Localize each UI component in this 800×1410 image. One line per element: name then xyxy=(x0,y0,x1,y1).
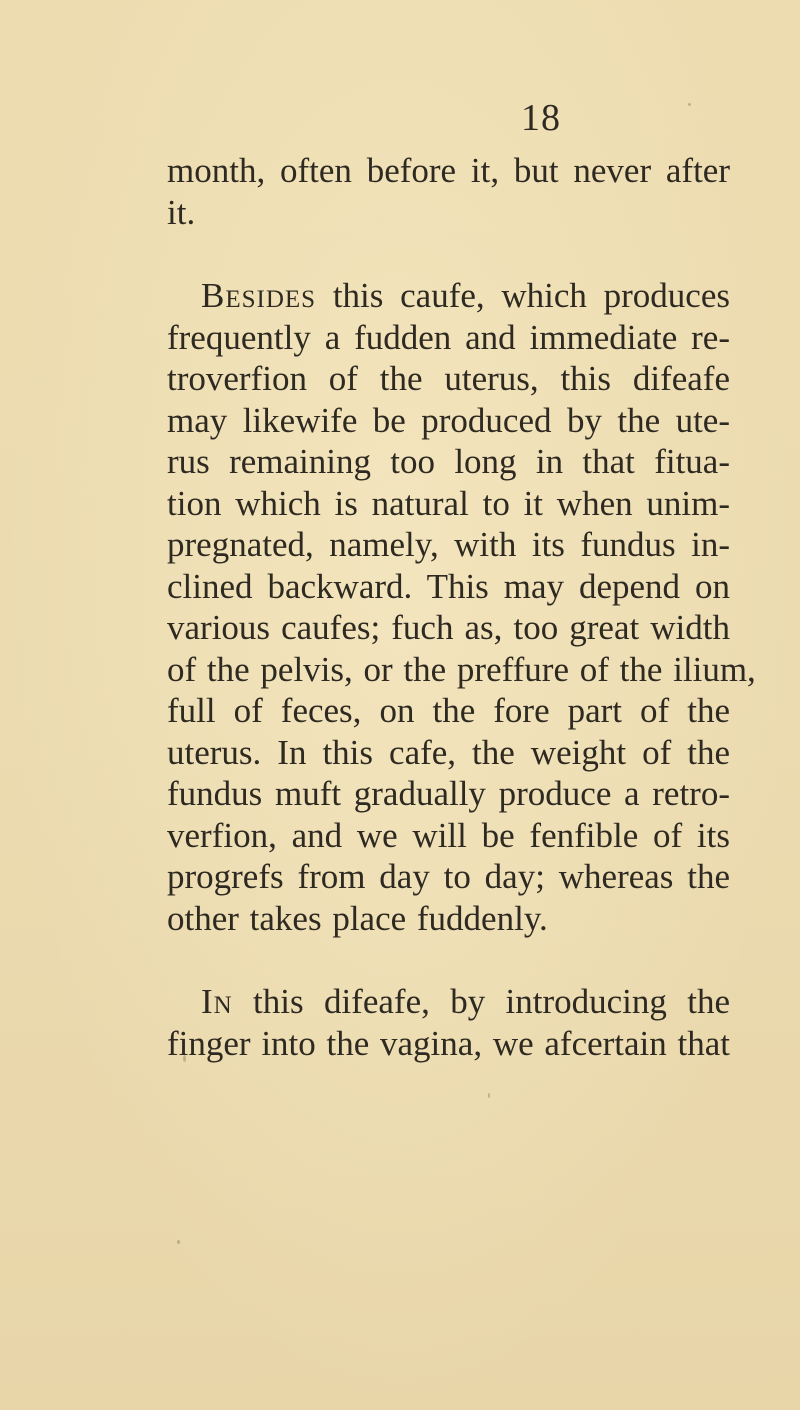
line-rest: this difeafe, by introducing the xyxy=(232,982,730,1021)
paragraph-3 xyxy=(167,981,787,1064)
small-caps-lead: In xyxy=(201,982,233,1021)
line-rest: this caufe, which produces xyxy=(316,276,730,315)
text-line: progrefs from day to day; whereas the xyxy=(167,857,730,896)
text-line: frequently a fudden and immediate re- xyxy=(167,317,730,357)
text-line-first xyxy=(167,981,730,1023)
paper-speck xyxy=(177,1240,180,1244)
text-line: various caufes; fuch as, too great width xyxy=(167,608,730,647)
text-line: may likewife be produced by the ute- xyxy=(167,400,730,440)
page-number: 18 xyxy=(521,97,561,139)
text-line: month, often before it, but never after xyxy=(167,151,730,190)
paper-speck xyxy=(488,1093,490,1098)
small-caps-lead: Besides xyxy=(201,276,317,315)
text-line: it. xyxy=(167,192,196,232)
text-line: finger into the vagina, we afcertain that xyxy=(167,1023,731,1063)
paper-speck xyxy=(183,1055,186,1062)
text-line: uterus. In this cafe, the weight of the xyxy=(167,732,730,772)
text-line: of the pelvis, or the preffure of the ilium, xyxy=(167,649,756,689)
text-line: clined backward. This may depend on xyxy=(167,566,730,606)
paragraph-1 xyxy=(167,150,787,233)
paragraph-spacer xyxy=(167,939,787,981)
text-line: fundus muft gradually produce a retro- xyxy=(167,774,730,813)
paragraph-spacer xyxy=(167,233,787,275)
text-line: other takes place fuddenly. xyxy=(167,898,548,938)
text-line: pregnated, namely, with its fundus in- xyxy=(167,525,730,564)
text-line: rus remaining too long in that fitua- xyxy=(167,442,730,481)
text-line: tion which is natural to it when unim- xyxy=(167,483,730,523)
text-line: full of feces, on the fore part of the xyxy=(167,691,730,730)
body-text xyxy=(167,150,787,1064)
text-line: troverfion of the uterus, this difeafe xyxy=(167,359,730,398)
paragraph-2 xyxy=(167,275,787,939)
text-line-first xyxy=(167,275,730,317)
text-line: verfion, and we will be fenfible of its xyxy=(167,815,730,855)
paper-speck xyxy=(688,103,691,106)
